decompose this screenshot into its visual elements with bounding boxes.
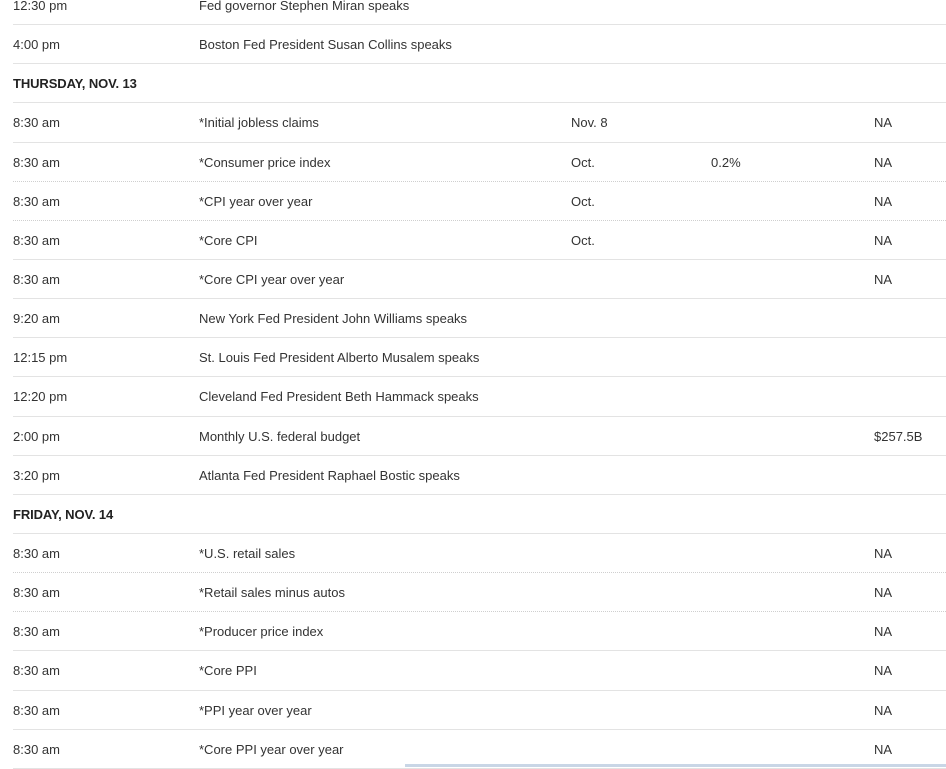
table-row [13, 0, 946, 25]
event-previous: NA [874, 271, 893, 287]
event-time: 8:30 am [13, 193, 60, 209]
event-time: 8:30 am [13, 115, 60, 131]
table-row [13, 221, 946, 260]
event-time: 4:00 pm [13, 37, 60, 53]
event-period: Nov. 8 [571, 115, 608, 131]
event-time: 8:30 am [13, 545, 60, 561]
economic-calendar-table [13, 0, 946, 769]
day-header-row [13, 64, 946, 103]
table-row [13, 691, 946, 730]
table-row [13, 730, 946, 769]
event-previous: $257.5B [874, 428, 923, 444]
event-previous: NA [874, 624, 893, 640]
event-report: St. Louis Fed President Alberto Musalem speaks [199, 350, 480, 366]
table-row [13, 377, 946, 416]
table-row [13, 143, 946, 182]
event-previous: NA [874, 193, 893, 209]
table-row [13, 260, 946, 299]
event-time: 8:30 am [13, 741, 60, 757]
event-report: *Producer price index [199, 624, 324, 640]
event-time: 8:30 am [13, 624, 60, 640]
event-period: Oct. [571, 154, 595, 170]
event-period: Oct. [571, 232, 595, 248]
day-header-label: THURSDAY, NOV. 13 [13, 76, 137, 92]
event-report: Atlanta Fed President Raphael Bostic speaks [199, 467, 460, 483]
event-report: Fed governor Stephen Miran speaks [199, 0, 410, 13]
table-row [13, 299, 946, 338]
event-previous: NA [874, 585, 893, 601]
event-report: Cleveland Fed President Beth Hammack speaks [199, 389, 479, 405]
table-row [13, 651, 946, 690]
event-time: 8:30 am [13, 154, 60, 170]
event-time: 9:20 am [13, 311, 60, 327]
event-time: 12:15 pm [13, 350, 68, 366]
event-previous: NA [874, 663, 893, 679]
event-report: *CPI year over year [199, 193, 313, 209]
table-row [13, 338, 946, 377]
event-previous: NA [874, 115, 893, 131]
event-report: *Retail sales minus autos [199, 585, 345, 601]
event-time: 8:30 am [13, 585, 60, 601]
event-time: 12:30 pm [13, 0, 68, 13]
event-report: *Core PPI [199, 663, 257, 679]
event-time: 8:30 am [13, 271, 60, 287]
event-time: 12:20 pm [13, 389, 68, 405]
table-row [13, 612, 946, 651]
event-report: *Core PPI year over year [199, 741, 344, 757]
event-time: 8:30 am [13, 702, 60, 718]
day-header-label: FRIDAY, NOV. 14 [13, 506, 114, 522]
table-row [13, 456, 946, 495]
event-previous: NA [874, 545, 893, 561]
event-report: Monthly U.S. federal budget [199, 428, 361, 444]
event-previous: NA [874, 154, 893, 170]
event-previous: NA [874, 741, 893, 757]
event-time: 3:20 pm [13, 467, 60, 483]
event-time: 8:30 am [13, 663, 60, 679]
event-report: *Consumer price index [199, 154, 331, 170]
event-time: 8:30 am [13, 232, 60, 248]
table-row [13, 417, 946, 456]
event-time: 2:00 pm [13, 428, 60, 444]
event-report: *PPI year over year [199, 702, 312, 718]
table-row [13, 182, 946, 221]
table-row [13, 25, 946, 64]
event-previous: NA [874, 702, 893, 718]
event-period: Oct. [571, 193, 595, 209]
event-report: *Core CPI [199, 232, 258, 248]
event-previous: NA [874, 232, 893, 248]
table-row [13, 103, 946, 142]
event-report: Boston Fed President Susan Collins speaks [199, 37, 452, 53]
event-median-forecast: 0.2% [711, 154, 741, 170]
event-report: *U.S. retail sales [199, 545, 296, 561]
event-report: New York Fed President John Williams speaks [199, 311, 468, 327]
table-row [13, 573, 946, 612]
event-report: *Initial jobless claims [199, 115, 319, 131]
day-header-row [13, 495, 946, 534]
table-row [13, 534, 946, 573]
event-report: *Core CPI year over year [199, 271, 345, 287]
